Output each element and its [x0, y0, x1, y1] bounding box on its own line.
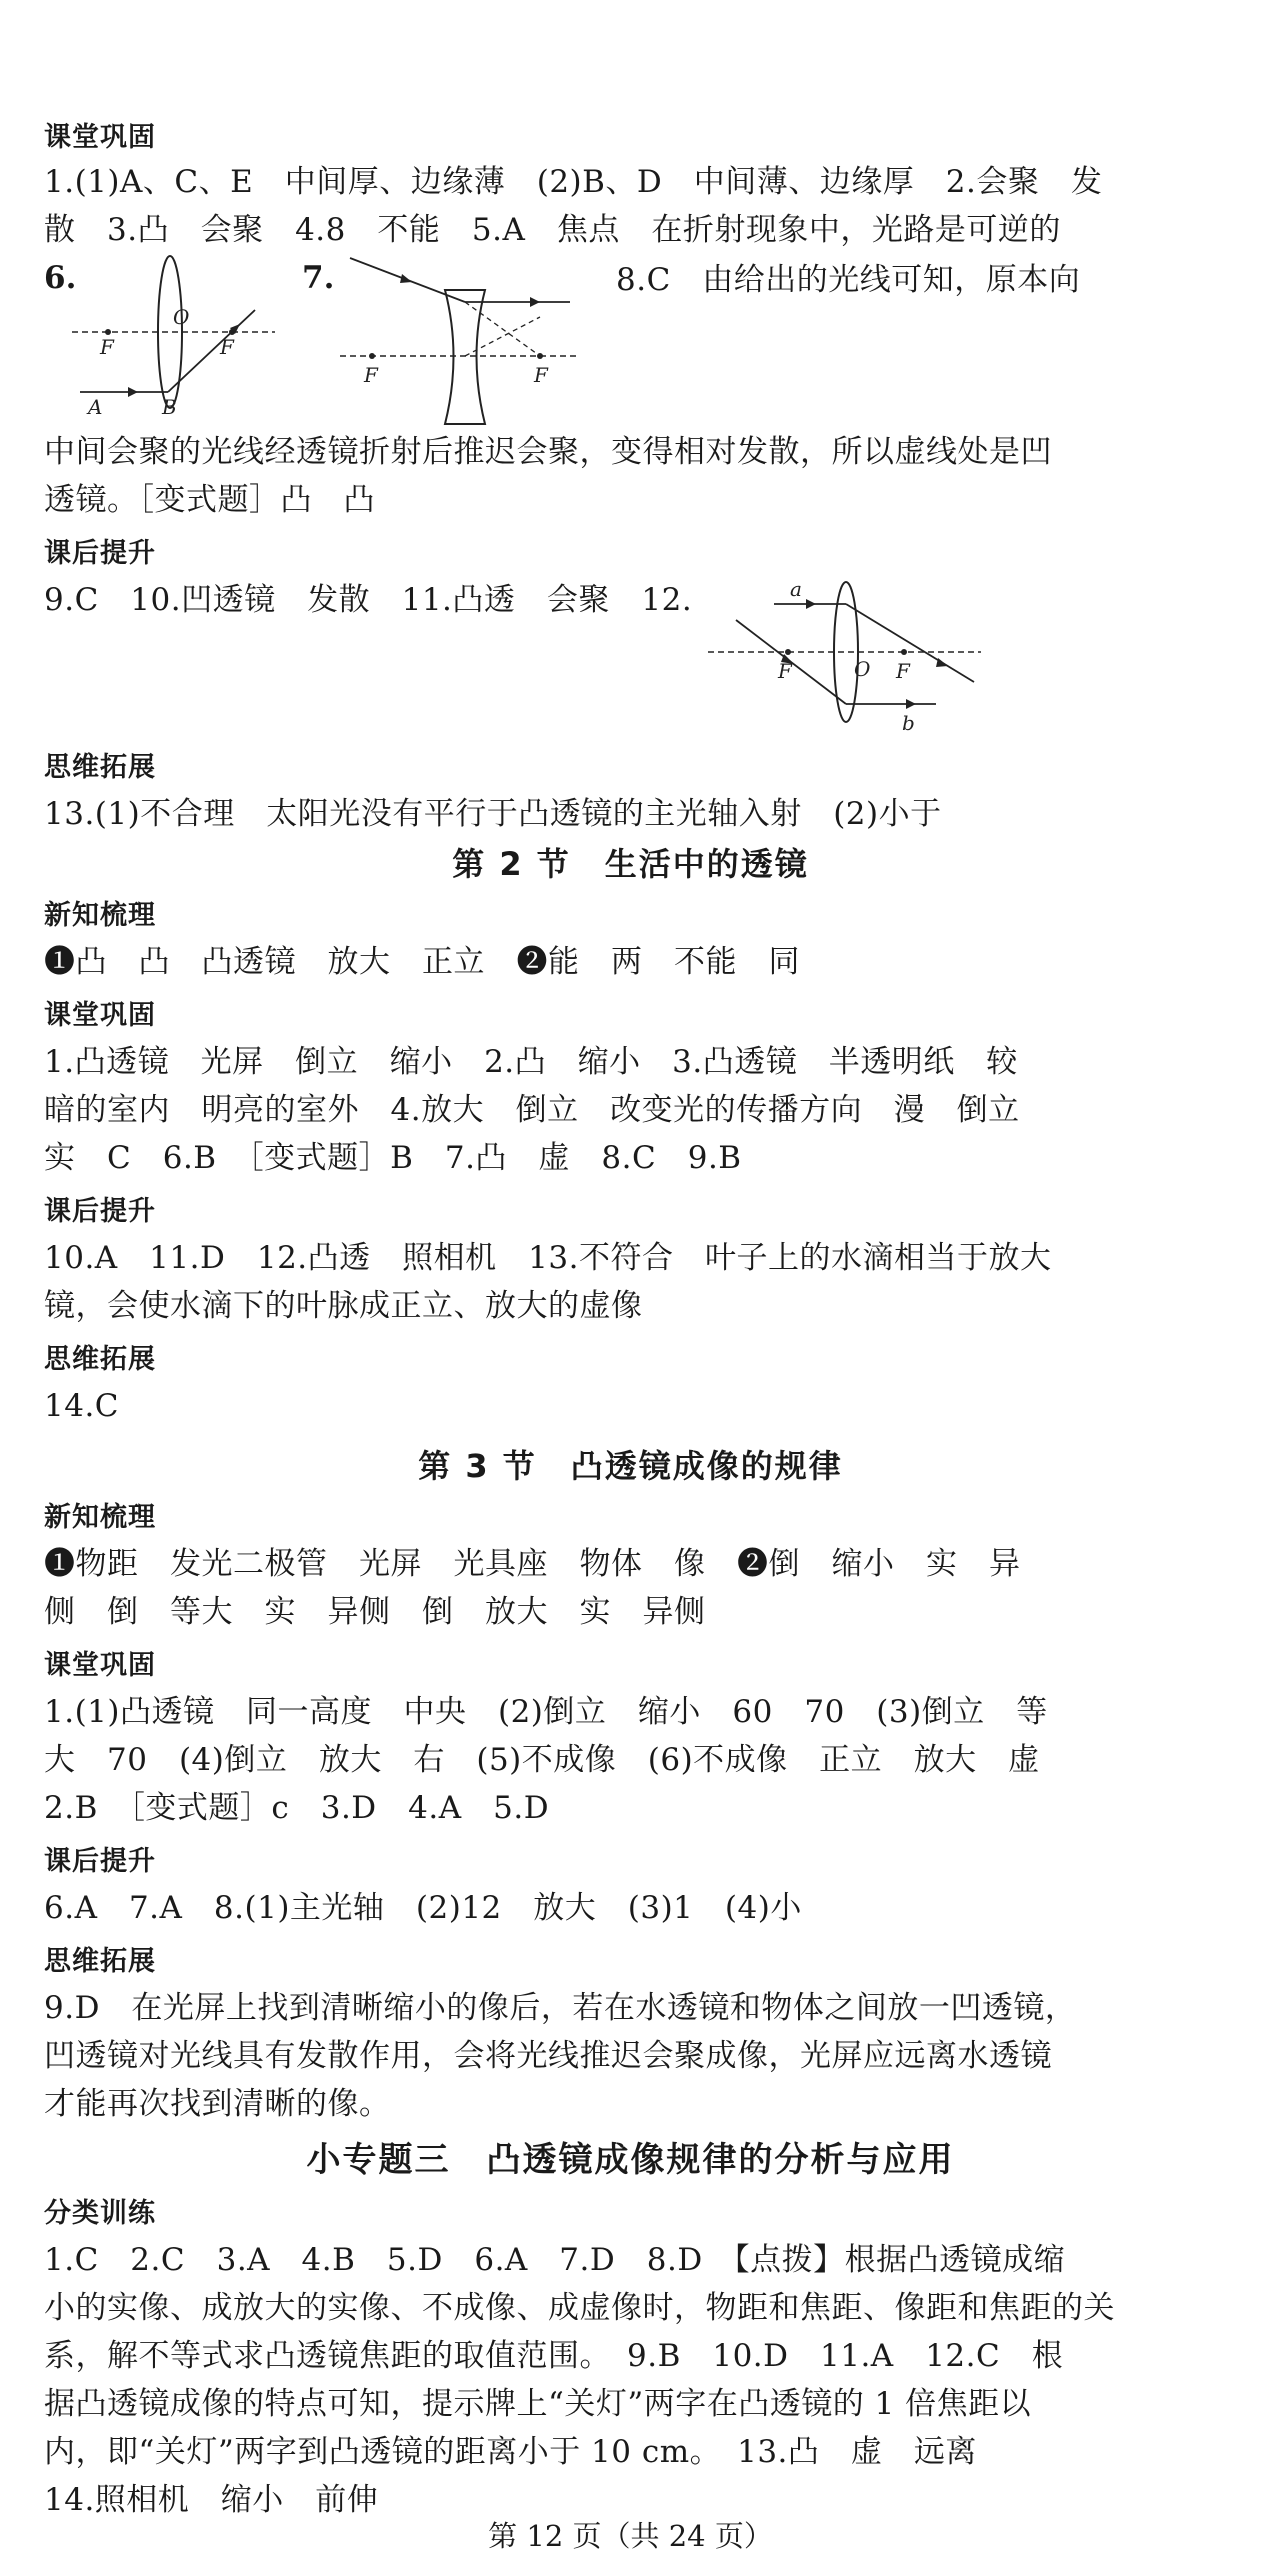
section-heading: 新知梳理	[44, 1502, 156, 1533]
section-heading: 课后提升	[44, 1196, 156, 1227]
optical-center-label: O	[854, 657, 871, 681]
focus-label: F	[364, 363, 378, 387]
focus-label: F	[534, 363, 548, 387]
section-heading: 课后提升	[44, 538, 156, 569]
answer-line: 1.凸透镜 光屏 倒立 缩小 2.凸 缩小 3.凸透镜 半透明纸 较	[44, 1044, 1018, 1080]
answer-line: 1.(1)凸透镜 同一高度 中央 (2)倒立 缩小 60 70 (3)倒立 等	[44, 1694, 1048, 1730]
question-label: 7.	[302, 260, 335, 296]
section-heading: 课堂巩固	[44, 1650, 156, 1681]
answer-line: 镜，会使水滴下的叶脉成正立、放大的虚像	[44, 1288, 643, 1324]
section-heading: 课堂巩固	[44, 122, 156, 153]
answer-line: 9.C 10.凹透镜 发散 11.凸透 会聚 12.	[44, 582, 693, 618]
answer-line: 1.(1)A、C、E 中间厚、边缘薄 (2)B、D 中间薄、边缘厚 2.会聚 发	[44, 164, 1103, 200]
focus-label: F	[778, 659, 792, 683]
answer-line: 10.A 11.D 12.凸透 照相机 13.不符合 叶子上的水滴相当于放大	[44, 1240, 1052, 1276]
answer-line: 小的实像、成放大的实像、不成像、成虚像时，物距和焦距、像距和焦距的关	[44, 2290, 1115, 2326]
answer-line: 内，即“关灯”两字到凸透镜的距离小于 10 cm。 13.凸 虚 远离	[44, 2434, 977, 2470]
section-heading: 分类训练	[44, 2198, 156, 2229]
answer-line: 中间会聚的光线经透镜折射后推迟会聚，变得相对发散，所以虚线处是凹	[44, 434, 1052, 470]
answer-line: 散 3.凸 会聚 4.8 不能 5.A 焦点 在折射现象中，光路是可逆的	[44, 212, 1061, 248]
section-heading: 思维拓展	[44, 752, 156, 783]
section-heading: 思维拓展	[44, 1344, 156, 1375]
convex-lens-diagram-12	[706, 580, 986, 740]
answer-line: 暗的室内 明亮的室外 4.放大 倒立 改变光的传播方向 漫 倒立	[44, 1092, 1020, 1128]
answer-line: 透镜。［变式题］凸 凸	[44, 482, 375, 518]
answer-line: 9.D 在光屏上找到清晰缩小的像后，若在水透镜和物体之间放一凹透镜，	[44, 1990, 1077, 2026]
ray-label: a	[790, 580, 802, 601]
answer-line: 14.照相机 缩小 前伸	[44, 2482, 379, 2518]
point-label: A	[88, 395, 103, 419]
focus-label: F	[896, 659, 910, 683]
focus-label: F	[100, 335, 114, 359]
answer-line: 据凸透镜成像的特点可知，提示牌上“关灯”两字在凸透镜的 1 倍焦距以	[44, 2386, 1032, 2422]
focus-label: F	[220, 335, 234, 359]
answer-line: 侧 倒 等大 实 异侧 倒 放大 实 异侧	[44, 1594, 706, 1630]
page-footer: 第 12 页（共 24 页）	[488, 2519, 773, 2553]
ray-label: b	[902, 711, 915, 735]
question-label: 6.	[44, 260, 77, 296]
optical-center-label: O	[173, 305, 190, 329]
section-heading: 课后提升	[44, 1846, 156, 1877]
answer-line: 实 C 6.B ［变式题］B 7.凸 虚 8.C 9.B	[44, 1140, 742, 1176]
section-heading: 课堂巩固	[44, 1000, 156, 1031]
answer-line: 2.B ［变式题］c 3.D 4.A 5.D	[44, 1790, 550, 1826]
answer-line: 大 70 (4)倒立 放大 右 (5)不成像 (6)不成像 正立 放大 虚	[44, 1742, 1040, 1778]
lesson-title: 第 3 节 凸透镜成像的规律	[418, 1447, 843, 1485]
answer-line: ❶物距 发光二极管 光屏 光具座 物体 像 ❷倒 缩小 实 异	[44, 1546, 1021, 1582]
answer-line: 6.A 7.A 8.(1)主光轴 (2)12 放大 (3)1 (4)小	[44, 1890, 802, 1926]
section-heading: 新知梳理	[44, 900, 156, 931]
answer-line: 14.C	[44, 1388, 120, 1424]
lesson-title: 第 2 节 生活中的透镜	[452, 845, 809, 883]
answer-line: 1.C 2.C 3.A 4.B 5.D 6.A 7.D 8.D 【点拨】根据凸透镜成缩	[44, 2242, 1066, 2278]
topic-title: 小专题三 凸透镜成像规律的分析与应用	[306, 2140, 955, 2180]
answer-line: ❶凸 凸 凸透镜 放大 正立 ❷能 两 不能 同	[44, 944, 800, 980]
point-label: B	[162, 395, 177, 419]
answer-line: 13.(1)不合理 太阳光没有平行于凸透镜的主光轴入射 (2)小于	[44, 796, 942, 832]
answer-line: 才能再次找到清晰的像。	[44, 2086, 391, 2122]
convex-lens-diagram-6	[70, 252, 280, 422]
answer-line: 8.C 由给出的光线可知，原本向	[616, 262, 1081, 298]
answer-line: 凹透镜对光线具有发散作用，会将光线推迟会聚成像，光屏应远离水透镜	[44, 2038, 1052, 2074]
concave-lens-diagram-7	[330, 252, 590, 432]
answer-line: 系，解不等式求凸透镜焦距的取值范围。 9.B 10.D 11.A 12.C 根	[44, 2338, 1064, 2374]
section-heading: 思维拓展	[44, 1946, 156, 1977]
